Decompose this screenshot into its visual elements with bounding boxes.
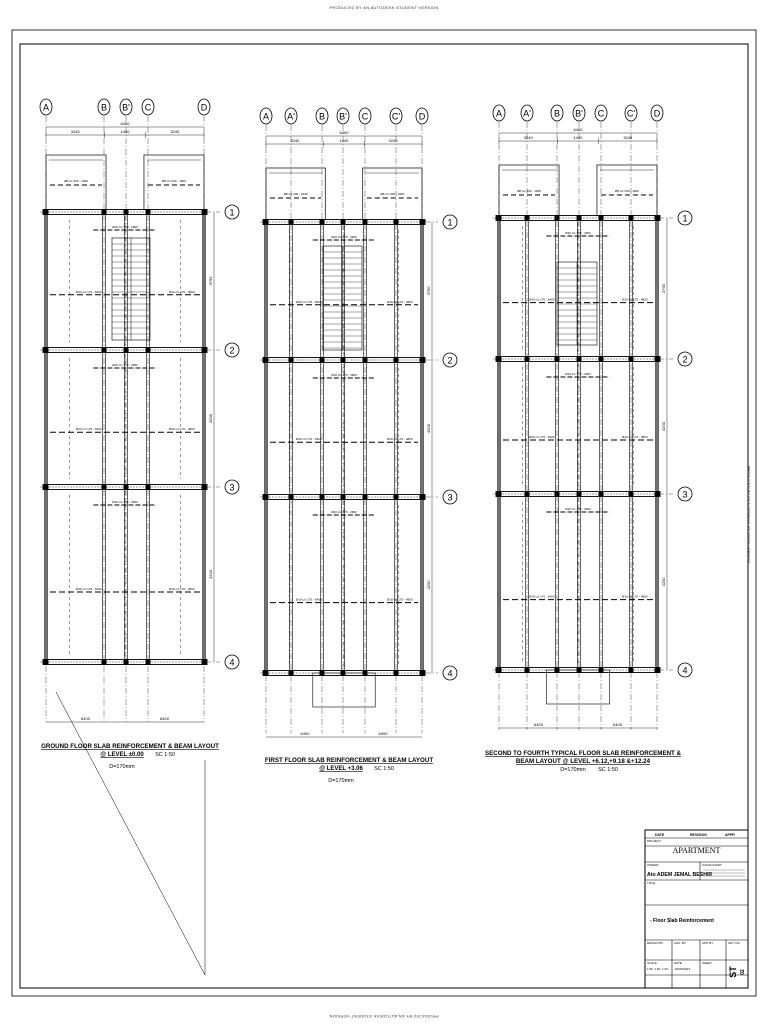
column-section [44, 484, 49, 490]
column-section [555, 356, 560, 362]
dim-text-overall: 6400 [339, 130, 349, 135]
plan-level: @ LEVEL +3.06 [319, 766, 363, 772]
grid-label-B': B' [575, 108, 583, 119]
bar-label: Ø10 c/c 170 - 2960 [112, 225, 138, 229]
dim-text-bottom: 6400 [378, 731, 388, 736]
grid-label-B': B' [339, 111, 347, 122]
column-section [264, 357, 269, 363]
dim-text-span: 4200 [426, 424, 431, 433]
dim-text-bottom: 6400 [81, 716, 90, 721]
column-section [202, 209, 207, 215]
grid-row-label-4: 4 [447, 668, 453, 679]
column-section [420, 219, 425, 225]
project-name: APARTMENT [672, 846, 721, 855]
dim-text-span: 3790 [426, 286, 431, 296]
grid-label-A: A [42, 102, 50, 113]
column-section [202, 659, 207, 665]
dim-text-bay: 3240 [290, 138, 300, 143]
column-section [629, 215, 634, 221]
floor-plan-1 [40, 99, 239, 975]
column-section [525, 215, 530, 221]
column-section [289, 219, 294, 225]
column-section [320, 494, 325, 500]
column-section [394, 670, 399, 676]
grid-row-label-2: 2 [447, 355, 453, 366]
bar-label: Ø10 c/c 170 - 4800 [622, 297, 648, 302]
column-section [599, 491, 604, 497]
title-block-header: APPR [725, 833, 735, 837]
grid-row-label-4: 4 [682, 665, 688, 676]
column-section [525, 491, 530, 497]
outer-border [12, 30, 756, 996]
column-section [264, 219, 269, 225]
inner-border [20, 44, 748, 988]
column-section [420, 670, 425, 676]
plan-title: GROUND FLOOR SLAB REINFORCEMENT & BEAM LAYOUT [41, 743, 219, 750]
column-section [320, 219, 325, 225]
grid-label-A': A' [287, 111, 295, 122]
column-section [146, 209, 151, 215]
column-section [655, 667, 660, 673]
dim-text-bottom: 6400 [160, 716, 169, 721]
title-block-cell-label: CHK. BY [674, 941, 687, 945]
sheet-number: 02 [740, 969, 746, 975]
column-section [655, 356, 660, 362]
dim-text-span: 3790 [208, 276, 213, 286]
dim-text-span: 4200 [426, 580, 431, 590]
title-block [645, 830, 748, 988]
column-section [420, 357, 425, 363]
owner-label: OWNER [647, 863, 659, 867]
grid-row-label-1: 1 [447, 217, 453, 228]
bar-label: Ø10 c/c 170 - 2960 [565, 507, 591, 511]
bar-label: Ø8 c/c 200 - 1900 [615, 189, 639, 193]
dim-text-span: 4200 [208, 570, 213, 579]
dim-text-span: 3790 [661, 284, 666, 293]
grid-row-label-4: 4 [229, 657, 235, 668]
bar-label: Ø10 c/c 170 - 6400 [529, 435, 555, 439]
grid-row-label-3: 3 [447, 492, 453, 503]
floor-plan-2 [260, 108, 457, 784]
grid-label-C: C [597, 108, 605, 119]
column-section [102, 347, 107, 353]
column-section [44, 347, 49, 353]
plan-title: FIRST FLOOR SLAB REINFORCEMENT & BEAM LAYOUT [264, 757, 434, 764]
column-section [497, 491, 502, 497]
column-section [146, 659, 151, 665]
bar-label: Ø10 c/c 170 - 4800 [622, 594, 648, 599]
bar-label: Ø8 c/c 200 - 1900 [380, 192, 405, 196]
plan-title-2: BEAM LAYOUT @ LEVEL +6.12,+9.18 &+12.24 [515, 758, 651, 765]
column-section [124, 484, 129, 490]
column-section [555, 491, 560, 497]
bar-label: Ø10 c/c 170 - 6400 [76, 587, 102, 591]
grid-label-B': B' [122, 102, 130, 113]
dim-text-bottom: 6400 [534, 722, 543, 727]
plans-layer [40, 99, 692, 975]
dim-text-bay: 1440 [120, 129, 130, 134]
column-section [420, 494, 425, 500]
bar-label: Ø10 c/c 170 - 4800 [387, 597, 413, 602]
scale-value: 1:50, 1:50, 1:20 [647, 967, 668, 971]
bar-label: Ø10 c/c 170 - 6400 [529, 594, 555, 599]
column-section [320, 357, 325, 363]
watermark-bottom: PRODUCED BY AN AUTODESK STUDENT VERSION [329, 1014, 439, 1019]
column-section [655, 215, 660, 221]
column-section [629, 356, 634, 362]
column-section [655, 491, 660, 497]
sheet-prefix: ST [728, 966, 738, 978]
column-section [341, 357, 346, 363]
grid-label-C': C' [391, 111, 401, 122]
bar-label: Ø8 c/c 200 - 1900 [64, 179, 88, 183]
plan-depth: D=170mm [328, 778, 354, 784]
watermark-top: PRODUCED BY AN AUTODESK STUDENT VERSION [329, 5, 439, 10]
bar-label: Ø10 c/c 170 - 4800 [169, 427, 195, 432]
bar-label: Ø8 c/c 200 - 1900 [517, 189, 541, 193]
grid-label-A: A [262, 111, 270, 122]
grid-row-label-2: 2 [229, 345, 235, 356]
column-section [124, 659, 129, 665]
title-block-cell-label: DESIGN BY [647, 941, 664, 945]
column-section [289, 670, 294, 676]
floor-plan-3 [485, 105, 692, 773]
bar-label: Ø10 c/c 170 - 6400 [76, 289, 102, 294]
dim-text-bay: 3240 [388, 138, 398, 143]
bar-label: Ø10 c/c 170 - 2960 [331, 510, 357, 514]
column-section [497, 356, 502, 362]
column-section [599, 215, 604, 221]
column-section [599, 356, 604, 362]
diagonal-line [56, 692, 205, 975]
title-block-cell-label: DATE [674, 961, 682, 965]
column-section [363, 494, 368, 500]
column-section [124, 209, 129, 215]
dim-text-span: 4200 [208, 414, 213, 423]
project-label: PROJECT [647, 839, 662, 843]
grid-label-C: C [361, 111, 369, 122]
bar-label: Ø10 c/c 170 - 6400 [529, 297, 555, 302]
plan-level: @ LEVEL ±0.00 [100, 752, 144, 758]
grid-label-A': A' [523, 108, 531, 119]
column-section [394, 357, 399, 363]
bar-label: Ø10 c/c 170 - 2960 [112, 363, 138, 367]
column-section [146, 484, 151, 490]
plan-title: SECOND TO FOURTH TYPICAL FLOOR SLAB REINFORCEMENT & [484, 750, 682, 757]
column-section [363, 219, 368, 225]
column-section [497, 667, 502, 673]
bar-label: Ø10 c/c 170 - 4800 [387, 437, 413, 442]
column-section [555, 215, 560, 221]
column-section [577, 356, 582, 362]
bar-label: Ø10 c/c 170 - 4800 [622, 435, 648, 439]
column-section [629, 491, 634, 497]
grid-row-label-1: 1 [682, 213, 688, 224]
dim-text-bottom: 6400 [300, 731, 310, 736]
grid-label-C': C' [626, 108, 636, 119]
drawing-title: - Floor Slab Reinforcement [650, 918, 714, 924]
column-section [44, 659, 49, 665]
column-section [124, 347, 129, 353]
dim-text-overall: 6400 [573, 127, 583, 132]
column-section [577, 215, 582, 221]
title-block-cell-label: APP. BY [702, 941, 714, 945]
watermark-right: PRODUCED BY AN AUTODESK STUDENT VERSION [746, 465, 752, 564]
dim-text-bay: 3240 [523, 135, 533, 140]
column-section [264, 670, 269, 676]
grid-label-B: B [318, 111, 326, 122]
bar-label: Ø10 c/c 170 - 2960 [565, 372, 591, 376]
column-section [394, 494, 399, 500]
dim-text-bay: 3240 [70, 129, 80, 134]
plan-depth: D=170mm [109, 764, 135, 770]
plan-scale: SC 1:50 [598, 767, 618, 773]
column-section [341, 494, 346, 500]
column-section [577, 491, 582, 497]
dim-text-span: 4200 [661, 422, 666, 431]
dim-text-bay: 3240 [623, 135, 633, 140]
column-section [525, 356, 530, 362]
grid-label-D: D [418, 111, 426, 122]
column-section [264, 494, 269, 500]
column-section [525, 667, 530, 673]
column-section [394, 219, 399, 225]
title-block-cell-label: SCALE [647, 961, 657, 965]
title-block-header: DATE [655, 833, 665, 837]
column-section [289, 494, 294, 500]
dim-text-bay: 3240 [170, 129, 180, 134]
column-section [102, 659, 107, 665]
column-section [289, 357, 294, 363]
bar-label: Ø10 c/c 170 - 2960 [565, 231, 591, 235]
bar-label: Ø10 c/c 170 - 2960 [331, 373, 357, 377]
title-label: TITLE [647, 881, 656, 885]
grid-label-D: D [653, 108, 661, 119]
balcony-outline [46, 155, 106, 212]
grid-label-D: D [200, 102, 208, 113]
dim-text-bottom: 6400 [613, 722, 622, 727]
date-value: 04/05/2024 [675, 967, 691, 971]
title-block-cell-label: SHEET [702, 961, 713, 965]
bar-label: Ø10 c/c 170 - 2960 [112, 500, 138, 504]
column-section [202, 484, 207, 490]
dim-text-bay: 1440 [573, 135, 583, 140]
bar-label: Ø10 c/c 170 - 6400 [76, 427, 102, 432]
title-block-header: REVISION [690, 833, 707, 837]
dim-text-overall: 6400 [120, 121, 130, 126]
column-section [363, 357, 368, 363]
title-block-cell-label: SHT. NO [728, 941, 740, 945]
grid-label-B: B [100, 102, 108, 113]
column-section [102, 209, 107, 215]
bar-label: Ø8 c/c 200 - 1900 [162, 179, 186, 183]
bar-label: Ø10 c/c 170 - 6400 [296, 597, 322, 602]
grid-label-C: C [144, 102, 152, 113]
bar-label: Ø10 c/c 170 - 4800 [169, 289, 195, 294]
dim-text-span: 4200 [661, 577, 666, 587]
column-section [202, 347, 207, 353]
plan-depth: D=170mm [560, 767, 586, 773]
column-section [102, 484, 107, 490]
bar-label: Ø10 c/c 170 - 4800 [169, 587, 195, 591]
column-section [629, 667, 634, 673]
bottom-projection [546, 670, 609, 704]
grid-row-label-3: 3 [682, 489, 688, 500]
grid-label-B: B [553, 108, 561, 119]
grid-row-label-2: 2 [682, 354, 688, 365]
plan-scale: SC 1:50 [155, 752, 175, 758]
balcony-outline [144, 155, 204, 212]
grid-label-A: A [495, 108, 503, 119]
bar-label: Ø10 c/c 170 - 2960 [331, 235, 357, 239]
consultant-label: CONSULTANT [702, 863, 722, 867]
bar-label: Ø8 c/c 200 - 1900 [283, 192, 308, 196]
dim-text-bay: 1440 [339, 138, 349, 143]
column-section [44, 209, 49, 215]
plan-scale: SC 1:50 [374, 766, 394, 772]
column-section [341, 219, 346, 225]
grid-row-label-3: 3 [229, 482, 235, 493]
bar-label: Ø10 c/c 170 - 6400 [296, 437, 322, 442]
owner-name: Ato ADEM JEMAL BESHIR [647, 872, 713, 878]
column-section [497, 215, 502, 221]
column-section [146, 347, 151, 353]
grid-row-label-1: 1 [229, 207, 235, 218]
bar-label: Ø10 c/c 170 - 6400 [296, 299, 322, 304]
bar-label: Ø10 c/c 170 - 4800 [387, 299, 413, 304]
